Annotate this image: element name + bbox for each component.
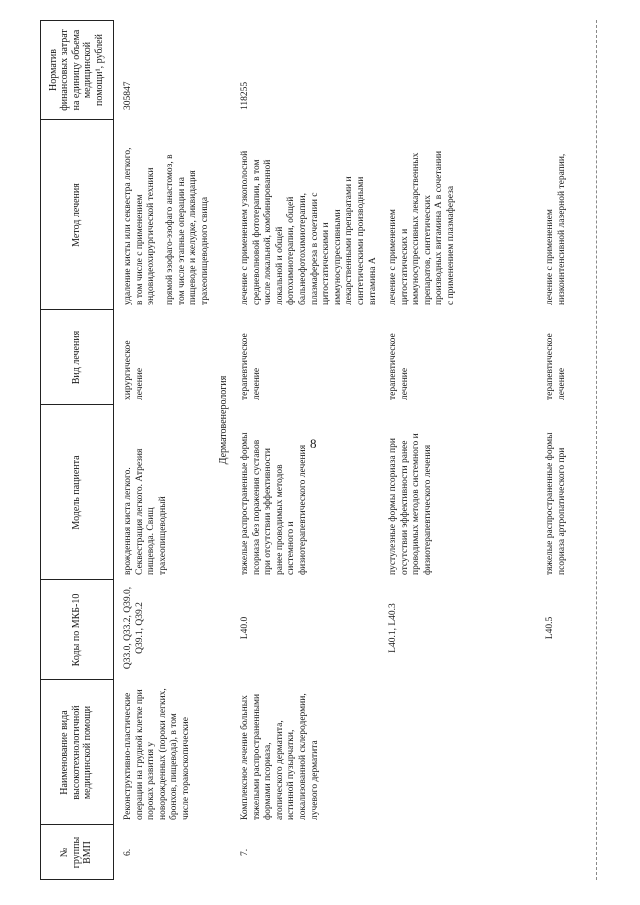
header-patient-model: Модель пациента xyxy=(70,455,82,530)
row7-sub1-icd-codes: L40.0 xyxy=(240,616,250,640)
header-treatment-type: Вид лечения xyxy=(70,330,82,385)
row6-method-b: прямой эзофаго-эзофаго анастомоз, в том числе этапные операции на пищеводе и желудке, ликвидация трахеопищеводного свища xyxy=(165,154,210,305)
header-cost-norm: Норматив финансовых затрат на единицу объема медицинской помощи¹, рублей xyxy=(47,29,105,111)
row7-sub2-icd-codes: L40.1, L40.3 xyxy=(388,603,398,653)
row6-number: 6. xyxy=(123,848,133,856)
row7-sub3-treatment-type: терапевтическое лечение xyxy=(545,333,567,400)
row7-sub3-method: лечение с применением низкоинтенсивной лазерной терапии, xyxy=(545,153,567,305)
row6-cost-norm: 305847 xyxy=(123,81,133,110)
row7-sub3-icd-codes: L40.5 xyxy=(545,616,555,640)
header-group-number: № группы ВМП xyxy=(59,836,94,869)
header-care-type: Наименование вида высокотехнологичной медицинской помощи xyxy=(59,705,94,800)
row6-patient-model: врожденная киста легкого. Секвестрация легкого. Атрезия пищевода. Свищ трахеопищеводный xyxy=(123,448,168,575)
rotated-table xyxy=(40,20,600,880)
row6-method-a: удаление кисты или секвестра легкого, в том числе с применением эндовидеохирургической техники xyxy=(123,147,157,305)
row7-sub2-patient-model: пустулезные формы псориаза при отсутствии эффективности ранее проводимых методов системного и физиотерапевтического лечения xyxy=(388,433,433,575)
header-treatment-method: Метод лечения xyxy=(70,183,82,247)
row7-sub2-treatment-type: терапевтическое лечение xyxy=(388,333,410,400)
header-icd-codes: Коды по МКБ-10 xyxy=(70,593,82,667)
row6-icd-codes: Q33.0, Q33.2, Q39.0, Q39.1, Q39.2 xyxy=(123,586,145,670)
section-title: Дерматовенерология xyxy=(218,375,229,465)
row7-care-type: Комплексное лечение больных тяжелыми распространенными формами псориаза, атопического дерматита, истинной пузырчатки, локализованной склеродермии, лучевого дерматита xyxy=(240,693,320,820)
row7-number: 7. xyxy=(240,848,250,856)
row7-cost-norm: 118255 xyxy=(240,81,250,110)
header-bottom-border xyxy=(113,20,114,880)
page-number: 8 xyxy=(310,436,317,451)
row6-treatment-type: хирургическое лечение xyxy=(123,340,145,400)
row7-sub1-patient-model: тяжелые распространенные формы псориаза без поражения суставов при отсутствии эффективности ранее проводимых методов системного и физиотерапевтического лечения xyxy=(240,432,308,575)
row7-sub3-patient-model: тяжелые распространенные формы псориаза артропатического при xyxy=(545,432,567,575)
table-bottom-border xyxy=(596,20,597,880)
row7-sub1-method: лечение с применением узкополосной средневолновой фототерапии, в том числе локальной, комбинированной локальной и общей фотохимиотерапии, общей бальнеофотохимиотерапии, плазмафереза в сочетании с цитостатическими и иммуносупрессивными лекарственными препаратами и синтетическими производными витамина А xyxy=(240,150,378,305)
row7-sub2-method: лечение с применением цитостатических и иммуносупрессивных лекарственных препаратов, синтетических производных витамина А в сочетании с применением плазмафереза xyxy=(388,150,456,305)
row7-sub1-treatment-type: терапевтическое лечение xyxy=(240,333,262,400)
row6-care-type: Реконструктивно-пластические операции на грудной клетке при пороках развития у новорожденных (пороки легких, бронхов, пищевода), в том числе торакоскопические xyxy=(123,688,191,820)
